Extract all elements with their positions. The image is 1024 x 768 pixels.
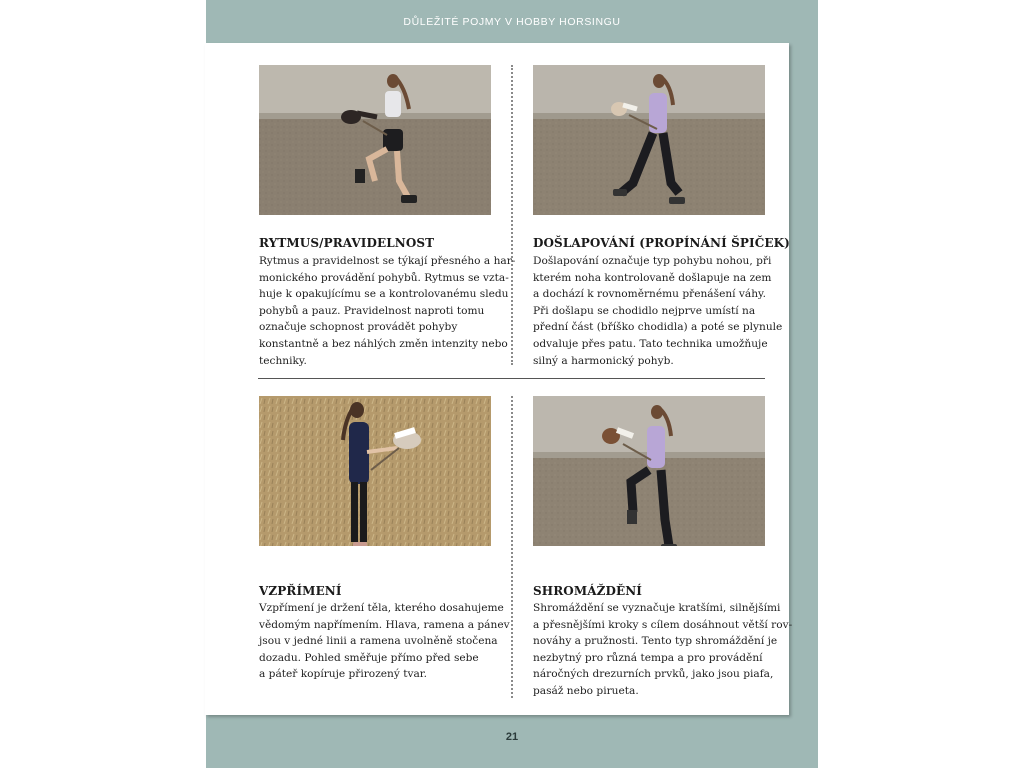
text-line: konstantně a bez náhlých změn intenzity nebo xyxy=(259,337,508,350)
text-line: huje k opakujícímu se a kontrolovanému sledu xyxy=(259,288,509,301)
text-line: monického provádění pohybů. Rytmus se vzta- xyxy=(259,271,509,284)
page-number: 21 xyxy=(505,731,519,743)
text-line: označuje schopnost provádět pohyby xyxy=(259,321,458,334)
text-line: vědomým napřímením. Hlava, ramena a pánev xyxy=(259,618,510,631)
text-line: přední část (bříško chodidla) a poté se plynule xyxy=(533,321,783,334)
text-line: a páteř kopíruje přirozený tvar. xyxy=(259,668,428,681)
section-text-stepping xyxy=(533,253,782,369)
section-text-collection xyxy=(533,600,792,700)
text-line: kterém noha kontrolovaně došlapuje na zem xyxy=(533,271,772,284)
text-line: a přesnějšími kroky s cílem dosáhnout větší rov- xyxy=(533,618,793,631)
text-line: Při došlapu se chodidlo nejprve umístí na xyxy=(533,304,756,317)
photo-upright xyxy=(259,396,491,546)
text-line: nezbytný pro různá tempa a pro provádění xyxy=(533,651,763,664)
section-title-rhythm: RYTMUS/PRAVIDELNOST xyxy=(259,236,435,250)
section-title-upright: VZPŘÍMENÍ xyxy=(259,584,342,598)
section-title-stepping: DOŠLAPOVÁNÍ (PROPÍNÁNÍ ŠPIČEK) xyxy=(533,236,790,250)
text-line: odvaluje přes patu. Tato technika umožňuje xyxy=(533,337,768,350)
text-line: Rytmus a pravidelnost se týkají přesného a har- xyxy=(259,255,516,267)
photo-collection xyxy=(533,396,765,546)
text-line: Vzpřímení je držení těla, kterého dosahujeme xyxy=(259,602,504,614)
photo-stepping xyxy=(533,65,765,215)
text-line: pasáž nebo pirueta. xyxy=(533,684,639,697)
row-divider xyxy=(258,378,765,379)
section-title-collection: SHROMÁŽDĚNÍ xyxy=(533,584,643,598)
text-line: silný a harmonický pohyb. xyxy=(533,354,674,367)
photo-rhythm xyxy=(259,65,491,215)
text-line: techniky. xyxy=(259,354,307,367)
text-line: a dochází k rovnoměrnému přenášení váhy. xyxy=(533,288,766,301)
running-head: DŮLEŽITÉ POJMY V HOBBY HORSINGU xyxy=(403,16,621,28)
section-text-upright xyxy=(259,600,510,683)
text-line: náročných drezurních prvků, jako jsou piafa, xyxy=(533,668,774,681)
text-line: dozadu. Pohled směřuje přímo před sebe xyxy=(259,651,479,664)
text-line: nováhy a pružnosti. Tento typ shromáždění je xyxy=(533,635,778,648)
section-text-rhythm xyxy=(259,253,515,369)
text-line: jsou v jedné linii a ramena uvolněně stočena xyxy=(259,635,498,648)
text-line: pohybů a pauz. Pravidelnost naproti tomu xyxy=(259,304,485,317)
text-line: Došlapování označuje typ pohybu nohou, při xyxy=(533,255,772,267)
text-line: Shromáždění se vyznačuje kratšími, silnějšími xyxy=(533,602,781,614)
column-divider-bottom xyxy=(511,396,513,698)
